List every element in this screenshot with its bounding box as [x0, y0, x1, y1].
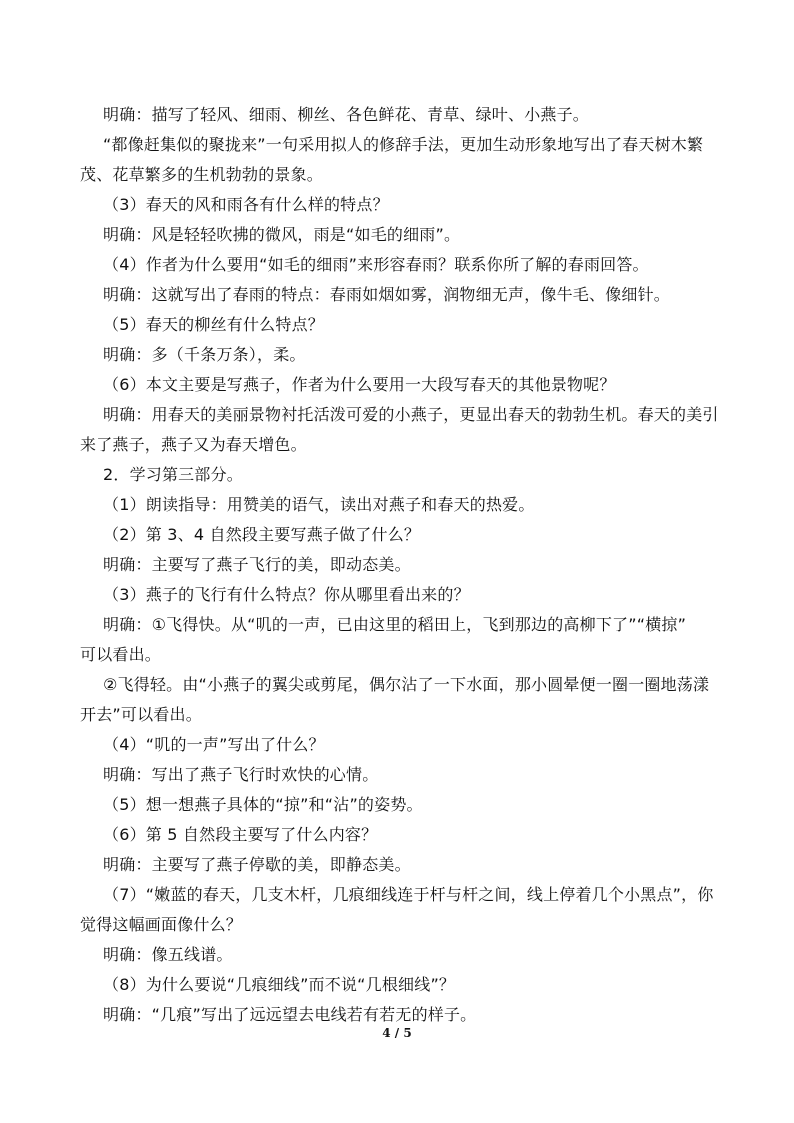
text-line: ②飞得轻。由“小燕子的翼尖或剪尾，偶尔沾了一下水面，那小圆晕便一圈一圈地荡漾	[103, 675, 710, 694]
text-line: 明确：这就写出了春雨的特点：春雨如烟如雾，润物细无声，像牛毛、像细针。	[103, 285, 671, 304]
text-line: 明确：主要写了燕子飞行的美，即动态美。	[103, 555, 411, 574]
text-line: 开去”可以看出。	[80, 705, 202, 724]
text-line: 明确：用春天的美丽景物衬托活泼可爱的小燕子，更显出春天的勃勃生机。春天的美引	[103, 405, 719, 424]
text-line: （4）“叽的一声”写出了什么？	[103, 735, 325, 754]
text-line: 2．学习第三部分。	[103, 465, 243, 484]
text-line: 明确：风是轻轻吹拂的微风，雨是“如毛的细雨”。	[103, 225, 461, 244]
text-line: （5）春天的柳丝有什么特点？	[103, 315, 324, 334]
text-line: 明确：多（千条万条），柔。	[103, 345, 306, 364]
text-line: 明确：描写了轻风、细雨、柳丝、各色鲜花、青草、绿叶、小燕子。	[103, 105, 590, 124]
text-line: 明确：写出了燕子飞行时欢快的心情。	[103, 765, 379, 784]
text-line: 来了燕子，燕子又为春天增色。	[80, 435, 307, 454]
text-line: （3）燕子的飞行有什么特点？你从哪里看出来的？	[103, 585, 470, 604]
text-line: 明确：“几痕”写出了远远望去电线若有若无的样子。	[103, 1005, 477, 1024]
text-line: （6）本文主要是写燕子，作者为什么要用一大段写春天的其他景物呢？	[103, 375, 616, 394]
text-line: 明确：①飞得快。从“叽的一声，已由这里的稻田上，飞到那边的高柳下了”“横掠”	[103, 615, 687, 634]
text-line: 明确：像五线谱。	[103, 945, 233, 964]
text-line: （2）第 3、4 自然段主要写燕子做了什么？	[103, 525, 421, 544]
text-line: 觉得这幅画面像什么？	[80, 915, 243, 934]
text-line: （6）第 5 自然段主要写了什么内容？	[103, 825, 378, 844]
text-line: （7）“嫩蓝的春天，几支木杆，几痕细线连于杆与杆之间，线上停着几个小黑点”，你	[103, 885, 714, 904]
text-line: （4）作者为什么要用“如毛的细雨”来形容春雨？联系你所了解的春雨回答。	[103, 255, 649, 274]
text-line: （8）为什么要说“几痕细线”而不说“几根细线”？	[103, 975, 456, 994]
text-line: （5）想一想燕子具体的“掠”和“沾”的姿势。	[103, 795, 423, 814]
text-line: 可以看出。	[80, 645, 162, 664]
text-line: （3）春天的风和雨各有什么样的特点？	[103, 195, 389, 214]
text-line: 茂、花草繁多的生机勃勃的景象。	[80, 165, 324, 184]
text-line: 明确：主要写了燕子停歇的美，即静态美。	[103, 855, 411, 874]
text-line: “都像赶集似的聚拢来”一句采用拟人的修辞手法，更加生动形象地写出了春天树木繁	[103, 135, 704, 154]
text-line: （1）朗读指导：用赞美的语气，读出对燕子和春天的热爱。	[103, 495, 535, 514]
document-body	[80, 100, 720, 1030]
page-number: 4 / 5	[382, 1026, 412, 1040]
